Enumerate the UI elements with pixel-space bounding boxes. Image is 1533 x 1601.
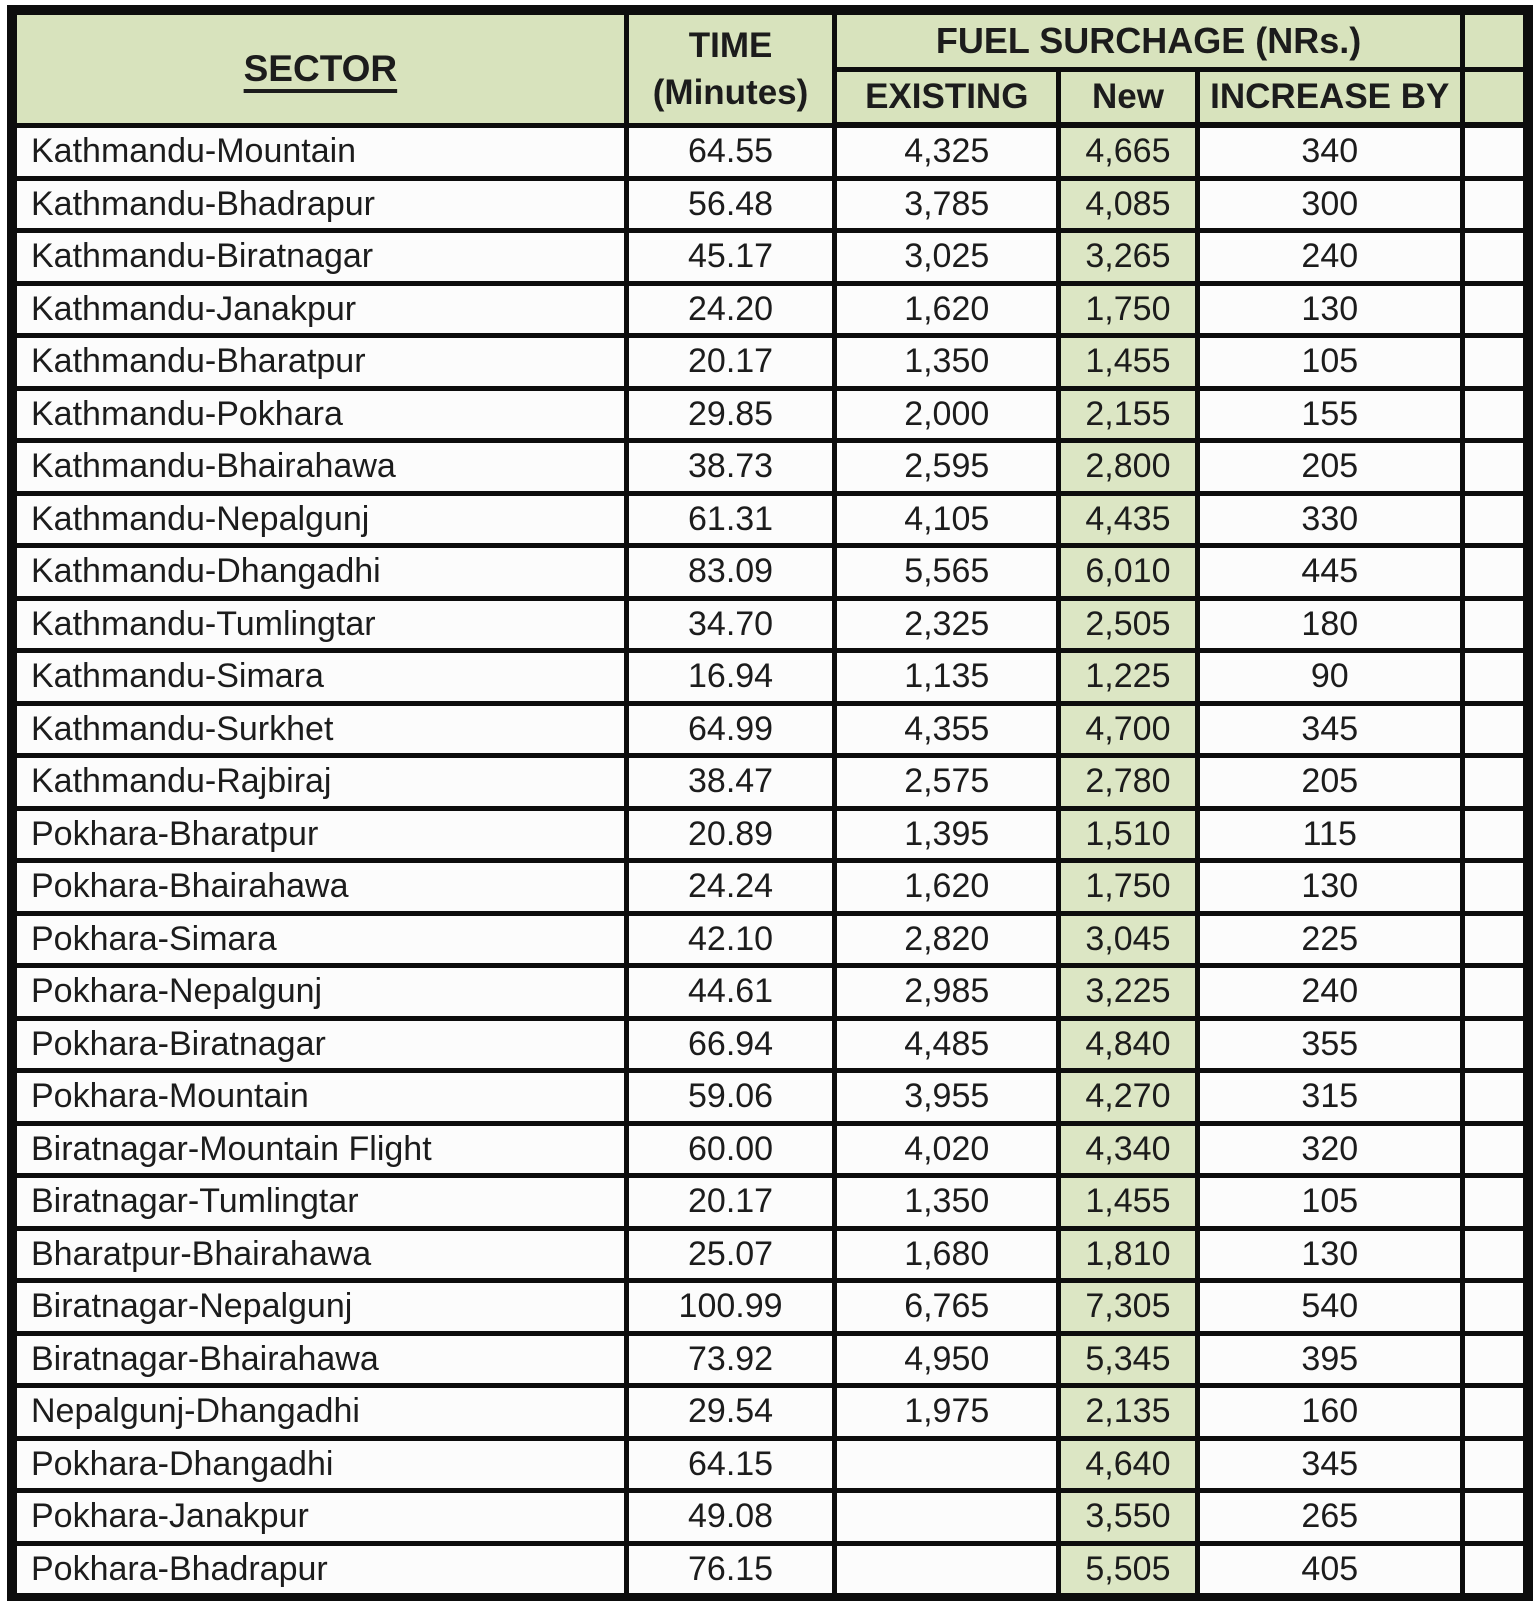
table-row bbox=[12, 1543, 1528, 1598]
increase-cell: 90 bbox=[1197, 651, 1462, 704]
new-cell: 1,750 bbox=[1059, 861, 1198, 914]
table-row bbox=[12, 178, 1528, 231]
time-cell: 64.99 bbox=[626, 703, 835, 756]
time-cell: 61.31 bbox=[626, 493, 835, 546]
table-row bbox=[12, 756, 1528, 809]
time-cell: 38.73 bbox=[626, 441, 835, 494]
time-cell: 24.24 bbox=[626, 861, 835, 914]
sector-cell: Biratnagar-Nepalgunj bbox=[12, 1281, 626, 1334]
sector-cell: Bharatpur-Bhairahawa bbox=[12, 1228, 626, 1281]
table-row bbox=[12, 966, 1528, 1019]
extra-cell bbox=[1462, 1176, 1528, 1229]
table-row bbox=[12, 1071, 1528, 1124]
existing-cell: 1,680 bbox=[835, 1228, 1059, 1281]
time-cell: 16.94 bbox=[626, 651, 835, 704]
header-sector bbox=[12, 10, 626, 125]
sector-cell: Kathmandu-Bharatpur bbox=[12, 336, 626, 389]
existing-cell: 4,105 bbox=[835, 493, 1059, 546]
new-cell: 3,550 bbox=[1059, 1491, 1198, 1544]
new-cell: 5,345 bbox=[1059, 1333, 1198, 1386]
time-cell: 66.94 bbox=[626, 1018, 835, 1071]
sector-cell: Kathmandu-Pokhara bbox=[12, 388, 626, 441]
existing-cell bbox=[835, 1438, 1059, 1491]
table-row bbox=[12, 336, 1528, 389]
extra-cell bbox=[1462, 966, 1528, 1019]
new-cell: 4,840 bbox=[1059, 1018, 1198, 1071]
new-cell: 4,700 bbox=[1059, 703, 1198, 756]
new-cell: 3,045 bbox=[1059, 913, 1198, 966]
header-sector-label: SECTOR bbox=[243, 47, 398, 89]
increase-cell: 445 bbox=[1197, 546, 1462, 599]
table-row bbox=[12, 1438, 1528, 1491]
new-cell: 1,810 bbox=[1059, 1228, 1198, 1281]
increase-cell: 180 bbox=[1197, 598, 1462, 651]
header-row-1 bbox=[12, 10, 1528, 70]
sector-cell: Kathmandu-Simara bbox=[12, 651, 626, 704]
existing-cell: 1,350 bbox=[835, 1176, 1059, 1229]
time-cell: 34.70 bbox=[626, 598, 835, 651]
sector-cell: Nepalgunj-Dhangadhi bbox=[12, 1386, 626, 1439]
increase-cell: 155 bbox=[1197, 388, 1462, 441]
sector-cell: Pokhara-Bhadrapur bbox=[12, 1543, 626, 1598]
extra-cell bbox=[1462, 1438, 1528, 1491]
extra-cell bbox=[1462, 756, 1528, 809]
table-body bbox=[12, 125, 1528, 1598]
extra-cell bbox=[1462, 651, 1528, 704]
existing-cell: 2,595 bbox=[835, 441, 1059, 494]
extra-cell bbox=[1462, 1543, 1528, 1598]
new-cell: 1,455 bbox=[1059, 1176, 1198, 1229]
new-cell: 4,085 bbox=[1059, 178, 1198, 231]
existing-cell: 1,620 bbox=[835, 861, 1059, 914]
time-cell: 44.61 bbox=[626, 966, 835, 1019]
sector-cell: Pokhara-Mountain bbox=[12, 1071, 626, 1124]
existing-cell: 2,000 bbox=[835, 388, 1059, 441]
extra-cell bbox=[1462, 808, 1528, 861]
time-cell: 64.15 bbox=[626, 1438, 835, 1491]
extra-cell bbox=[1462, 1386, 1528, 1439]
increase-cell: 130 bbox=[1197, 861, 1462, 914]
increase-cell: 355 bbox=[1197, 1018, 1462, 1071]
table-row bbox=[12, 1386, 1528, 1439]
table-row bbox=[12, 1228, 1528, 1281]
table-row bbox=[12, 1281, 1528, 1334]
time-cell: 25.07 bbox=[626, 1228, 835, 1281]
increase-cell: 345 bbox=[1197, 1438, 1462, 1491]
extra-cell bbox=[1462, 1281, 1528, 1334]
increase-cell: 225 bbox=[1197, 913, 1462, 966]
extra-cell bbox=[1462, 861, 1528, 914]
new-cell: 3,265 bbox=[1059, 231, 1198, 284]
existing-cell: 3,955 bbox=[835, 1071, 1059, 1124]
increase-cell: 540 bbox=[1197, 1281, 1462, 1334]
sector-cell: Pokhara-Dhangadhi bbox=[12, 1438, 626, 1491]
existing-cell: 3,025 bbox=[835, 231, 1059, 284]
table-row bbox=[12, 493, 1528, 546]
existing-cell: 3,785 bbox=[835, 178, 1059, 231]
existing-cell bbox=[835, 1491, 1059, 1544]
increase-cell: 265 bbox=[1197, 1491, 1462, 1544]
increase-cell: 395 bbox=[1197, 1333, 1462, 1386]
sector-cell: Kathmandu-Bhairahawa bbox=[12, 441, 626, 494]
extra-cell bbox=[1462, 1491, 1528, 1544]
header-time-line1: TIME bbox=[688, 25, 773, 65]
time-cell: 100.99 bbox=[626, 1281, 835, 1334]
time-cell: 24.20 bbox=[626, 283, 835, 336]
new-cell: 4,270 bbox=[1059, 1071, 1198, 1124]
sector-cell: Biratnagar-Tumlingtar bbox=[12, 1176, 626, 1229]
sector-cell: Kathmandu-Nepalgunj bbox=[12, 493, 626, 546]
new-cell: 2,135 bbox=[1059, 1386, 1198, 1439]
increase-cell: 345 bbox=[1197, 703, 1462, 756]
extra-cell bbox=[1462, 336, 1528, 389]
extra-cell bbox=[1462, 178, 1528, 231]
sector-cell: Kathmandu-Janakpur bbox=[12, 283, 626, 336]
table-row bbox=[12, 1018, 1528, 1071]
existing-cell: 4,485 bbox=[835, 1018, 1059, 1071]
table-row bbox=[12, 388, 1528, 441]
extra-cell bbox=[1462, 1123, 1528, 1176]
sector-cell: Kathmandu-Tumlingtar bbox=[12, 598, 626, 651]
existing-cell: 4,020 bbox=[835, 1123, 1059, 1176]
time-cell: 20.17 bbox=[626, 336, 835, 389]
new-cell: 7,305 bbox=[1059, 1281, 1198, 1334]
existing-cell: 1,620 bbox=[835, 283, 1059, 336]
new-cell: 4,665 bbox=[1059, 125, 1198, 178]
increase-cell: 115 bbox=[1197, 808, 1462, 861]
table-header bbox=[12, 10, 1528, 125]
existing-cell: 2,985 bbox=[835, 966, 1059, 1019]
table-row bbox=[12, 441, 1528, 494]
fuel-surcharge-table bbox=[7, 5, 1533, 1601]
header-fuel-surcharge-group: FUEL SURCHAGE (NRs.) bbox=[835, 10, 1463, 70]
existing-cell: 2,325 bbox=[835, 598, 1059, 651]
header-extra-clipped-top bbox=[1462, 10, 1528, 70]
increase-cell: 205 bbox=[1197, 756, 1462, 809]
time-cell: 59.06 bbox=[626, 1071, 835, 1124]
time-cell: 76.15 bbox=[626, 1543, 835, 1598]
existing-cell: 1,135 bbox=[835, 651, 1059, 704]
extra-cell bbox=[1462, 1018, 1528, 1071]
new-cell: 3,225 bbox=[1059, 966, 1198, 1019]
sector-cell: Kathmandu-Rajbiraj bbox=[12, 756, 626, 809]
increase-cell: 105 bbox=[1197, 1176, 1462, 1229]
sector-cell: Kathmandu-Bhadrapur bbox=[12, 178, 626, 231]
existing-cell: 4,355 bbox=[835, 703, 1059, 756]
table-row bbox=[12, 861, 1528, 914]
new-cell: 2,800 bbox=[1059, 441, 1198, 494]
existing-cell: 1,395 bbox=[835, 808, 1059, 861]
extra-cell bbox=[1462, 546, 1528, 599]
header-time-line2: (Minutes) bbox=[652, 72, 809, 112]
sector-cell: Kathmandu-Surkhet bbox=[12, 703, 626, 756]
sector-cell: Kathmandu-Biratnagar bbox=[12, 231, 626, 284]
table-row bbox=[12, 1123, 1528, 1176]
sector-cell: Pokhara-Nepalgunj bbox=[12, 966, 626, 1019]
table-row bbox=[12, 808, 1528, 861]
sector-cell: Pokhara-Biratnagar bbox=[12, 1018, 626, 1071]
increase-cell: 330 bbox=[1197, 493, 1462, 546]
new-cell: 1,510 bbox=[1059, 808, 1198, 861]
increase-cell: 240 bbox=[1197, 231, 1462, 284]
time-cell: 83.09 bbox=[626, 546, 835, 599]
time-cell: 45.17 bbox=[626, 231, 835, 284]
sector-cell: Pokhara-Bharatpur bbox=[12, 808, 626, 861]
time-cell: 49.08 bbox=[626, 1491, 835, 1544]
extra-cell bbox=[1462, 598, 1528, 651]
increase-cell: 315 bbox=[1197, 1071, 1462, 1124]
time-cell: 56.48 bbox=[626, 178, 835, 231]
extra-cell bbox=[1462, 1333, 1528, 1386]
increase-cell: 300 bbox=[1197, 178, 1462, 231]
new-cell: 4,640 bbox=[1059, 1438, 1198, 1491]
new-cell: 1,750 bbox=[1059, 283, 1198, 336]
new-cell: 4,435 bbox=[1059, 493, 1198, 546]
increase-cell: 205 bbox=[1197, 441, 1462, 494]
table-row bbox=[12, 125, 1528, 178]
existing-cell bbox=[835, 1543, 1059, 1598]
increase-cell: 130 bbox=[1197, 283, 1462, 336]
existing-cell: 6,765 bbox=[835, 1281, 1059, 1334]
time-cell: 38.47 bbox=[626, 756, 835, 809]
table-row bbox=[12, 913, 1528, 966]
header-extra-clipped-bottom bbox=[1462, 70, 1528, 126]
increase-cell: 405 bbox=[1197, 1543, 1462, 1598]
table-row bbox=[12, 598, 1528, 651]
existing-cell: 1,350 bbox=[835, 336, 1059, 389]
extra-cell bbox=[1462, 125, 1528, 178]
time-cell: 73.92 bbox=[626, 1333, 835, 1386]
new-cell: 2,155 bbox=[1059, 388, 1198, 441]
time-cell: 29.54 bbox=[626, 1386, 835, 1439]
sector-cell: Pokhara-Bhairahawa bbox=[12, 861, 626, 914]
header-increase-by: INCREASE BY bbox=[1197, 70, 1462, 126]
time-cell: 20.89 bbox=[626, 808, 835, 861]
table-row bbox=[12, 1333, 1528, 1386]
existing-cell: 2,575 bbox=[835, 756, 1059, 809]
increase-cell: 320 bbox=[1197, 1123, 1462, 1176]
new-cell: 4,340 bbox=[1059, 1123, 1198, 1176]
sector-cell: Pokhara-Janakpur bbox=[12, 1491, 626, 1544]
increase-cell: 130 bbox=[1197, 1228, 1462, 1281]
sector-cell: Biratnagar-Bhairahawa bbox=[12, 1333, 626, 1386]
existing-cell: 4,325 bbox=[835, 125, 1059, 178]
time-cell: 60.00 bbox=[626, 1123, 835, 1176]
sector-cell: Kathmandu-Dhangadhi bbox=[12, 546, 626, 599]
new-cell: 1,455 bbox=[1059, 336, 1198, 389]
extra-cell bbox=[1462, 913, 1528, 966]
new-cell: 2,780 bbox=[1059, 756, 1198, 809]
time-cell: 64.55 bbox=[626, 125, 835, 178]
time-cell: 20.17 bbox=[626, 1176, 835, 1229]
new-cell: 2,505 bbox=[1059, 598, 1198, 651]
sector-cell: Pokhara-Simara bbox=[12, 913, 626, 966]
extra-cell bbox=[1462, 231, 1528, 284]
extra-cell bbox=[1462, 703, 1528, 756]
table-row bbox=[12, 1491, 1528, 1544]
header-time bbox=[626, 10, 835, 125]
new-cell: 5,505 bbox=[1059, 1543, 1198, 1598]
table-row bbox=[12, 1176, 1528, 1229]
new-cell: 6,010 bbox=[1059, 546, 1198, 599]
sector-cell: Biratnagar-Mountain Flight bbox=[12, 1123, 626, 1176]
increase-cell: 340 bbox=[1197, 125, 1462, 178]
increase-cell: 240 bbox=[1197, 966, 1462, 1019]
existing-cell: 5,565 bbox=[835, 546, 1059, 599]
header-existing: EXISTING bbox=[835, 70, 1059, 126]
extra-cell bbox=[1462, 1071, 1528, 1124]
time-cell: 29.85 bbox=[626, 388, 835, 441]
existing-cell: 2,820 bbox=[835, 913, 1059, 966]
extra-cell bbox=[1462, 441, 1528, 494]
table-row bbox=[12, 283, 1528, 336]
existing-cell: 1,975 bbox=[835, 1386, 1059, 1439]
new-cell: 1,225 bbox=[1059, 651, 1198, 704]
header-new: New bbox=[1059, 70, 1198, 126]
existing-cell: 4,950 bbox=[835, 1333, 1059, 1386]
extra-cell bbox=[1462, 283, 1528, 336]
increase-cell: 160 bbox=[1197, 1386, 1462, 1439]
extra-cell bbox=[1462, 1228, 1528, 1281]
time-cell: 42.10 bbox=[626, 913, 835, 966]
table-row bbox=[12, 546, 1528, 599]
extra-cell bbox=[1462, 493, 1528, 546]
increase-cell: 105 bbox=[1197, 336, 1462, 389]
table-row bbox=[12, 231, 1528, 284]
table-row bbox=[12, 703, 1528, 756]
table-row bbox=[12, 651, 1528, 704]
sector-cell: Kathmandu-Mountain bbox=[12, 125, 626, 178]
extra-cell bbox=[1462, 388, 1528, 441]
